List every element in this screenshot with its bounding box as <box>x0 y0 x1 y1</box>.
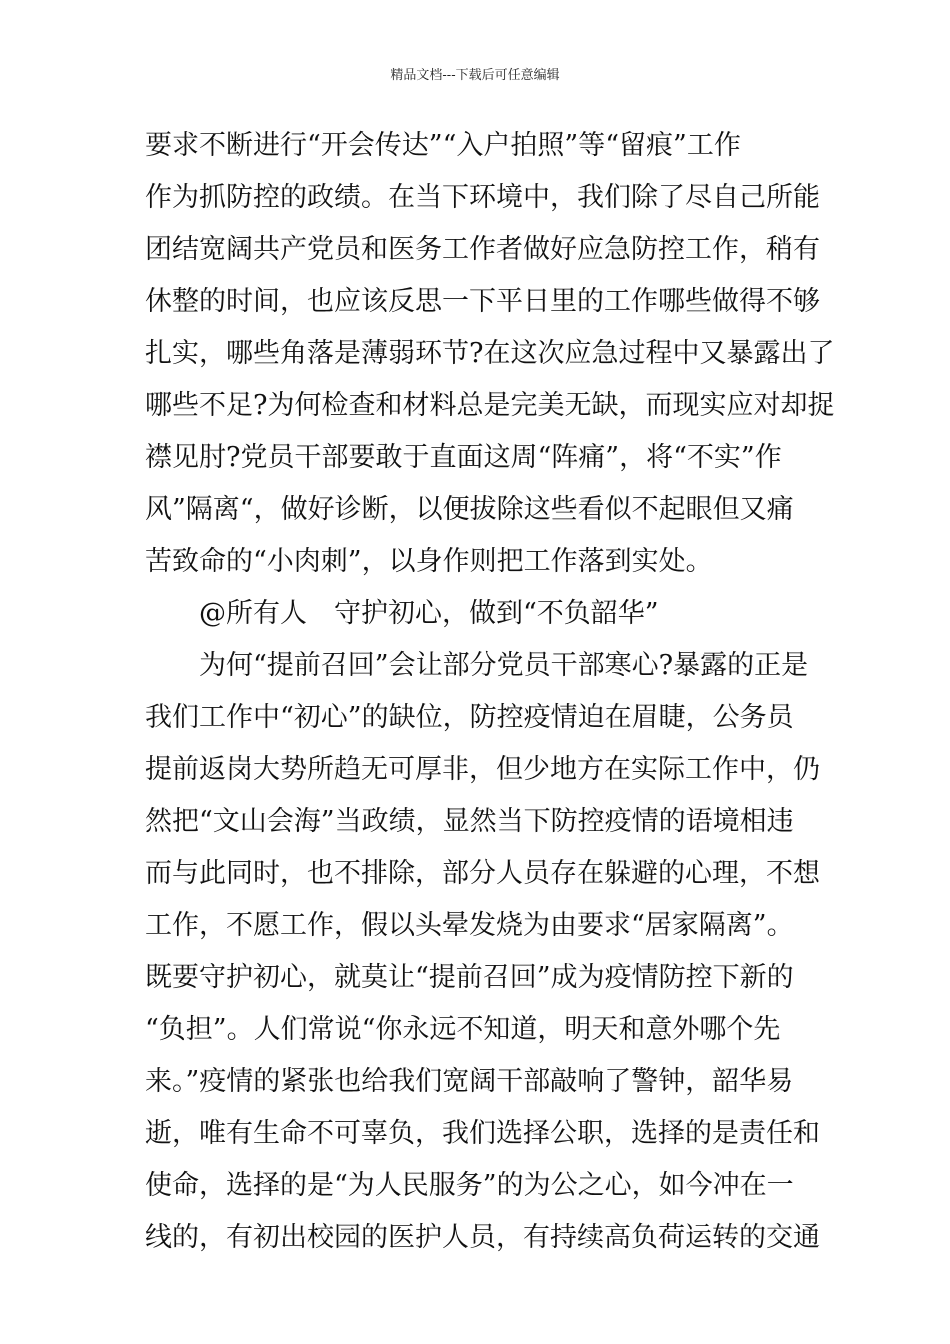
text-line: 襟见肘?党员干部要敢于直面这周“阵痛”，将“不实”作 <box>145 442 782 473</box>
text-line: “负担”。人们常说“你永远不知道，明天和意外哪个先 <box>145 1014 781 1045</box>
page-header: 精品文档---下载后可任意编辑 <box>390 68 560 83</box>
paragraph-start: 为何“提前召回”会让部分党员干部寒心?暴露的正是 <box>199 650 809 681</box>
text-line: 然把“文山会海”当政绩，显然当下防控疫情的语境相违 <box>145 806 794 837</box>
text-line: 风”隔离“，做好诊断，以便拔除这些看似不起眼但又痛 <box>145 494 794 525</box>
text-line: 哪些不足?为何检查和材料总是完美无缺，而现实应对却捉 <box>145 390 835 421</box>
text-line: 团结宽阔共产党员和医务工作者做好应急防控工作，稍有 <box>145 234 820 265</box>
section-heading: @所有人 守护初心，做到“不负韶华” <box>199 598 659 629</box>
text-line: 休整的时间，也应该反思一下平日里的工作哪些做得不够 <box>145 286 820 317</box>
text-line: 工作，不愿工作，假以头晕发烧为由要求“居家隔离”。 <box>145 910 794 941</box>
text-line: 提前返岗大势所趋无可厚非，但少地方在实际工作中，仍 <box>145 754 820 785</box>
body-text <box>145 120 835 1264</box>
text-line: 作为抓防控的政绩。在当下环境中，我们除了尽自己所能 <box>145 182 820 213</box>
text-line: 苦致命的“小肉刺”，以身作则把工作落到实处。 <box>145 546 713 577</box>
text-line: 逝，唯有生命不可辜负，我们选择公职，选择的是责任和 <box>145 1118 820 1149</box>
text-line: 使命，选择的是“为人民服务”的为公之心，如今冲在一 <box>145 1170 794 1201</box>
text-line: 来。”疫情的紧张也给我们宽阔干部敲响了警钟，韶华易 <box>145 1066 794 1097</box>
text-line: 而与此同时，也不排除，部分人员存在躲避的心理，不想 <box>145 858 820 889</box>
text-line: 我们工作中“初心”的缺位，防控疫情迫在眉睫，公务员 <box>145 702 794 733</box>
text-line: 既要守护初心，就莫让“提前召回”成为疫情防控下新的 <box>145 962 794 993</box>
text-line: 线的，有初出校园的医护人员，有持续高负荷运转的交通 <box>145 1222 820 1253</box>
text-line: 扎实，哪些角落是薄弱环节?在这次应急过程中又暴露出了 <box>145 338 835 369</box>
text-line: 要求不断进行“开会传达”“入户拍照”等“留痕”工作 <box>145 130 741 161</box>
